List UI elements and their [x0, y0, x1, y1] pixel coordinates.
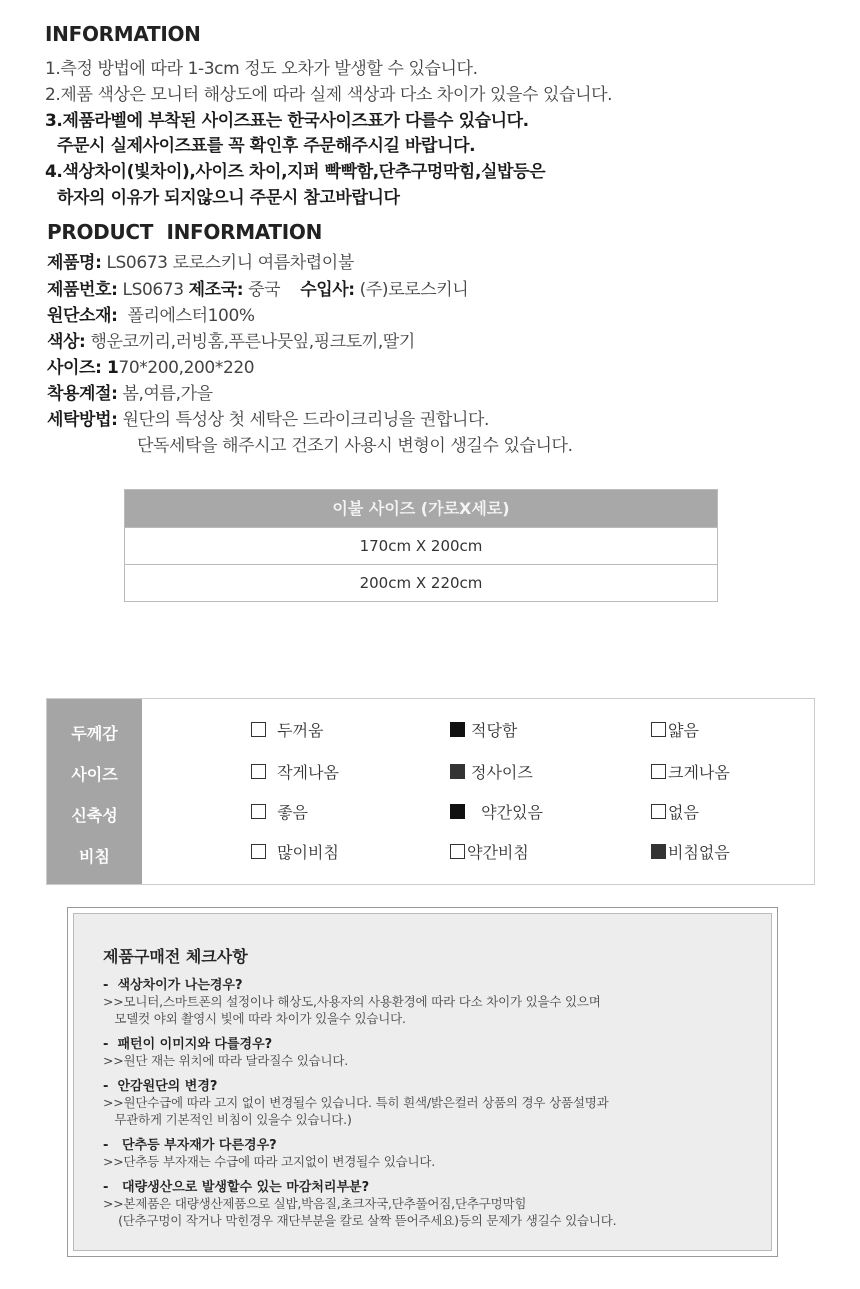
- importer-label: 수입사:: [300, 280, 355, 300]
- wash-line-2: 단독세탁을 해주시고 건조기 사용시 변형이 생길수 있습니다.: [137, 436, 573, 456]
- size-table-row: 200cm X 220cm: [125, 564, 717, 601]
- sheer-option-very: [251, 840, 339, 863]
- product-name-line: [47, 248, 354, 273]
- checkbox-empty-icon: [651, 764, 666, 779]
- size-option-small: [251, 760, 339, 783]
- size-table-header: 이불 사이즈 (가로X세로): [125, 490, 717, 527]
- attribute-label-sheerness: 비침: [79, 847, 110, 866]
- checkbox-filled-icon: [450, 764, 465, 779]
- option-label: 작게나옴: [272, 763, 339, 782]
- product-name-value: LS0673 로로스키니 여름차렵이불: [101, 253, 354, 273]
- size-option-large: [651, 760, 730, 783]
- info-line-3: 3.제품라벨에 부착된 사이즈표는 한국사이즈표가 다를수 있습니다.: [45, 111, 529, 131]
- info-line-6: 하자의 이유가 되지않으니 주문시 참고바랍니다: [57, 188, 400, 208]
- product-number-label: 제품번호:: [47, 280, 118, 300]
- size-value: 70*200,200*220: [118, 358, 255, 378]
- size-table: [124, 489, 718, 602]
- checklist-item-text: >>단추등 부자재는 수급에 따라 고지없이 변경될수 있습니다.: [103, 1154, 435, 1169]
- importer-value: (주)로로스키니: [354, 280, 469, 300]
- information-title: INFORMATION: [45, 22, 201, 46]
- attribute-table: [46, 698, 815, 885]
- attribute-label-thickness: 두께감: [71, 724, 118, 743]
- product-title: PRODUCT INFORMATION: [47, 220, 323, 244]
- checklist-item-text: >>본제품은 대량생산제품으로 실밥,박음질,초크자국,단추풀어짐,단추구멍막힘: [103, 1196, 527, 1211]
- thickness-option-moderate: [450, 718, 517, 741]
- pre-purchase-checklist: [67, 907, 778, 1257]
- checklist-item-text: >>원단수급에 따라 고지 없이 변경될수 있습니다. 특히 흰색/밝은컬러 상품의 경우 상품설명과: [103, 1095, 609, 1110]
- checklist-item-text: >>모니터,스마트폰의 설정이나 해상도,사용자의 사용환경에 따라 다소 차이가 있을수 있으며: [103, 994, 601, 1009]
- wash-line: [47, 405, 489, 430]
- checkbox-empty-icon: [450, 844, 465, 859]
- info-line-2: 2.제품 색상은 모니터 해상도에 따라 실제 색상과 다소 차이가 있을수 있습니다.: [45, 85, 613, 105]
- stretch-option-good: [251, 800, 308, 823]
- option-label: 정사이즈: [471, 763, 533, 782]
- option-label: 많이비침: [272, 843, 339, 862]
- material-value: 폴리에스터100%: [117, 306, 255, 326]
- option-label: 없음: [668, 803, 699, 822]
- option-label: 얇음: [668, 721, 699, 740]
- checkbox-filled-icon: [651, 844, 666, 859]
- info-line-5: 4.색상차이(빛차이),사이즈 차이,지퍼 빡빡함,단추구멍막힘,실밥등은: [45, 162, 546, 182]
- origin-label: 제조국:: [188, 280, 244, 300]
- stretch-option-none: [651, 800, 699, 823]
- wash-label: 세탁방법:: [47, 410, 118, 430]
- option-label: 약간있음: [471, 803, 543, 822]
- checkbox-empty-icon: [251, 844, 266, 859]
- size-table-row: 170cm X 200cm: [125, 527, 717, 564]
- checklist-item-heading: - 단추등 부자재가 다른경우?: [103, 1138, 277, 1153]
- product-name-label: 제품명:: [47, 253, 102, 273]
- season-value: 봄,여름,가을: [117, 384, 213, 404]
- thickness-option-thin: [651, 718, 699, 741]
- checkbox-empty-icon: [651, 804, 666, 819]
- option-label: 적당함: [471, 721, 518, 740]
- size-option-regular: [450, 760, 533, 783]
- checklist-item-heading: - 패턴이 이미지와 다를경우?: [103, 1037, 273, 1052]
- checkbox-filled-icon: [450, 722, 465, 737]
- checklist-item-text: >>원단 재는 위치에 따라 달라질수 있습니다.: [103, 1053, 349, 1068]
- checklist-panel: [73, 913, 772, 1251]
- size-value-first: 1: [101, 358, 119, 378]
- product-number-line: [47, 275, 468, 300]
- season-label: 착용계절:: [47, 384, 118, 404]
- color-line: [47, 327, 415, 352]
- checkbox-filled-icon: [450, 804, 465, 819]
- checklist-title: 제품구매전 체크사항: [103, 947, 248, 966]
- checklist-item-text: 무관하게 기본적인 비침이 있을수 있습니다.): [103, 1112, 352, 1127]
- info-line-1: 1.측정 방법에 따라 1-3cm 정도 오차가 발생할 수 있습니다.: [45, 59, 478, 79]
- checklist-item-text: 모델컷 야외 촬영시 빛에 따라 차이가 있을수 있습니다.: [103, 1011, 406, 1026]
- origin-value: 중국: [243, 280, 281, 300]
- checkbox-empty-icon: [251, 722, 266, 737]
- option-label: 크게나옴: [668, 763, 730, 782]
- size-label: 사이즈:: [47, 358, 102, 378]
- checklist-item-heading: - 색상차이가 나는경우?: [103, 978, 243, 993]
- sheer-option-slight: [450, 840, 529, 863]
- option-label: 약간비침: [467, 843, 529, 862]
- sheer-option-none: [651, 840, 730, 863]
- checklist-item-text: (단추구멍이 작거나 막힌경우 재단부분을 칼로 살짝 뜯어주세요)등의 문제가 생길수 있습니다.: [103, 1213, 617, 1228]
- material-label: 원단소재:: [47, 306, 118, 326]
- info-line-4: 주문시 실제사이즈표를 꼭 확인후 주문해주시길 바랍니다.: [57, 136, 476, 156]
- color-value: 행운코끼리,러빙홈,푸른나뭇잎,핑크토끼,딸기: [85, 332, 415, 352]
- size-line: [47, 353, 254, 378]
- option-label: 두꺼움: [272, 721, 324, 740]
- attribute-label-size: 사이즈: [71, 765, 118, 784]
- option-label: 좋음: [272, 803, 308, 822]
- option-label: 비침없음: [668, 843, 730, 862]
- product-number-value: LS0673: [117, 280, 189, 300]
- checklist-item-heading: - 대량생산으로 발생할수 있는 마감처리부분?: [103, 1180, 370, 1195]
- stretch-option-some: [450, 800, 543, 823]
- attribute-label-stretch: 신축성: [71, 806, 118, 825]
- checkbox-empty-icon: [251, 764, 266, 779]
- checkbox-empty-icon: [251, 804, 266, 819]
- wash-value: 원단의 특성상 첫 세탁은 드라이크리닝을 권합니다.: [117, 410, 489, 430]
- checkbox-empty-icon: [651, 722, 666, 737]
- thickness-option-thick: [251, 718, 323, 741]
- material-line: [47, 301, 255, 326]
- checklist-item-heading: - 안감원단의 변경?: [103, 1079, 218, 1094]
- color-label: 색상:: [47, 332, 86, 352]
- season-line: [47, 379, 213, 404]
